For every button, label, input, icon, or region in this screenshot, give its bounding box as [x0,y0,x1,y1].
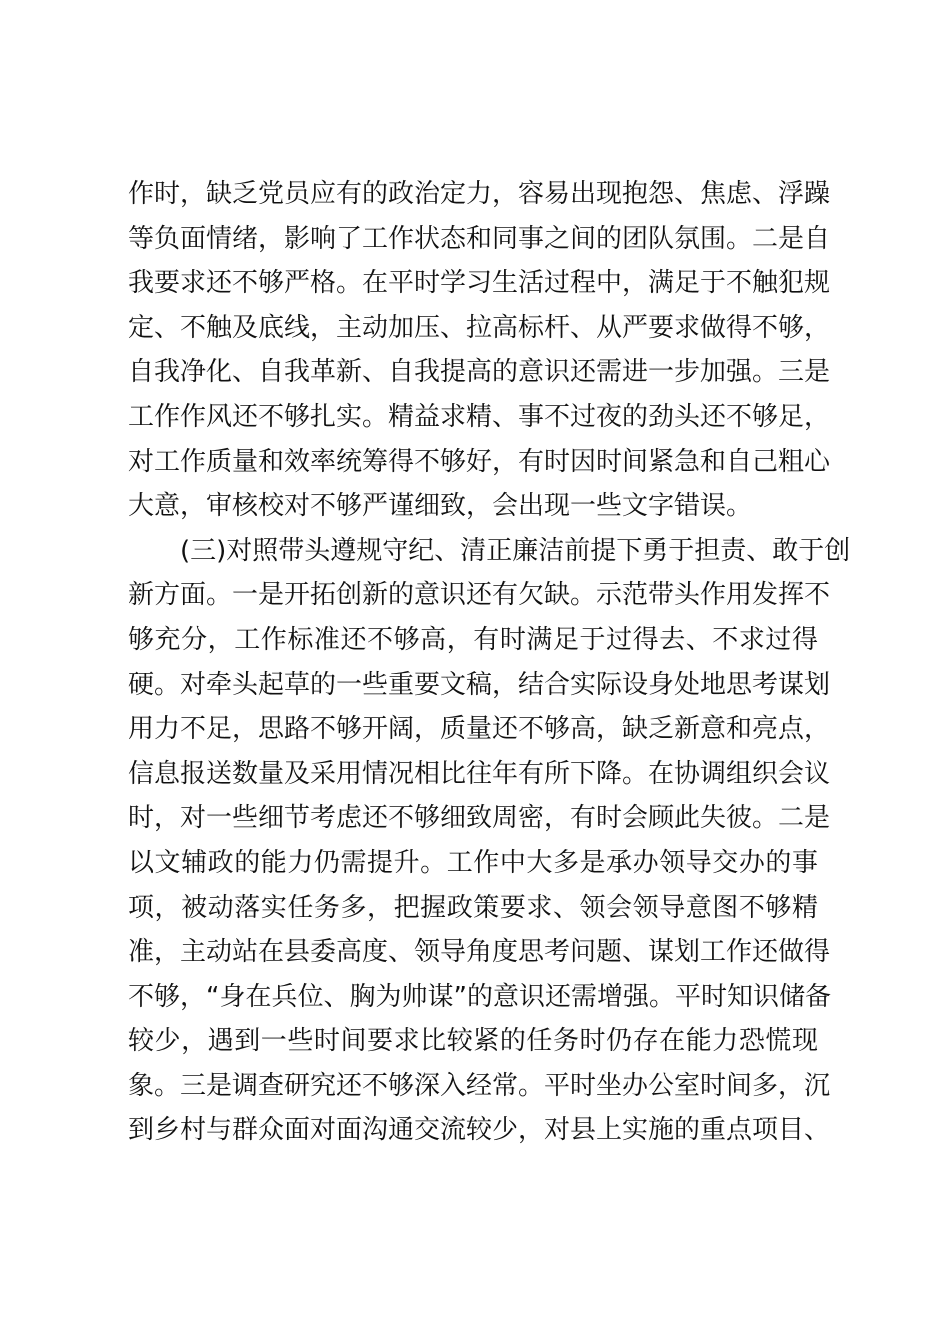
paragraph-line: 作时，缺乏党员应有的政治定力，容易出现抱怨、焦虑、浮躁 [128,179,831,209]
paragraph-line: 等负面情绪，影响了工作状态和同事之间的团队氛围。二是自 [128,223,831,254]
paragraph-line: 定、不触及底线，主动加压、拉高标杆、从严要求做得不够， [128,312,831,343]
paragraph-line: 我要求还不够严格。在平时学习生活过程中，满足于不触犯规 [128,268,831,299]
paragraph-line: 到乡村与群众面对面沟通交流较少，对县上实施的重点项目、 [128,1115,831,1146]
paragraph-line: 信息报送数量及采用情况相比往年有所下降。在协调组织会议 [128,758,831,789]
paragraph-line: 用力不足，思路不够开阔，质量还不够高，缺乏新意和亮点， [128,714,831,745]
paragraph-line: 较少，遇到一些时间要求比较紧的任务时仍存在能力恐慌现 [128,1026,818,1057]
paragraph-line: 时，对一些细节考虑还不够细致周密，有时会顾此失彼。二是 [128,803,831,834]
paragraph-line: 以文辅政的能力仍需提升。工作中大多是承办领导交办的事 [128,847,818,878]
paragraph-2 [128,529,851,1153]
paragraph-line: 大意，审核校对不够严谨细致，会出现一些文字错误。 [128,491,753,522]
paragraph-line: 项，被动落实任务多，把握政策要求、领会领导意图不够精 [128,892,818,923]
section-heading-line: (三)对照带头遵规守纪、清正廉洁前提下勇于担责、敢于创 [180,535,851,566]
paragraph-1 [128,172,831,529]
paragraph-line: 硬。对牵头起草的一些重要文稿，结合实际设身处地思考谋划 [128,669,831,700]
paragraph-line: 不够，“身在兵位、胸为帅谋”的意识还需增强。平时知识储备 [128,981,831,1012]
paragraph-line: 对工作质量和效率统筹得不够好，有时因时间紧急和自己粗心 [128,446,831,477]
paragraph-line: 象。三是调查研究还不够深入经常。平时坐办公室时间多，沉 [128,1070,831,1101]
paragraph-line: 自我净化、自我革新、自我提高的意识还需进一步加强。三是 [128,357,831,388]
paragraph-line: 准，主动站在县委高度、领导角度思考问题、谋划工作还做得 [128,937,831,968]
paragraph-line: 新方面。一是开拓创新的意识还有欠缺。示范带头作用发挥不 [128,580,831,611]
document-body [128,172,851,1153]
paragraph-line: 工作作风还不够扎实。精益求精、事不过夜的劲头还不够足， [128,401,831,432]
paragraph-line: 够充分，工作标准还不够高，有时满足于过得去、不求过得 [128,624,818,655]
